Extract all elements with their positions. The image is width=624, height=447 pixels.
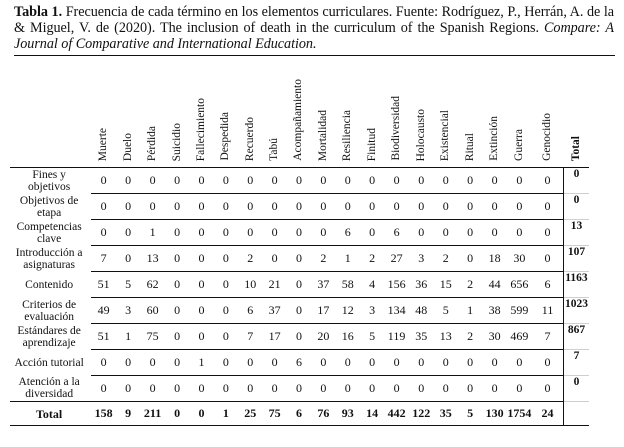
table-cell: 0	[532, 220, 564, 246]
table-row	[10, 376, 624, 402]
table-cell: 0	[434, 194, 458, 220]
table-cell: 0	[214, 298, 238, 324]
column-header-guerra	[507, 64, 532, 168]
table-cell: 0	[214, 350, 238, 376]
table-cell: 0	[165, 168, 189, 194]
table-cell: 0	[409, 194, 434, 220]
table-cell: 37	[262, 298, 286, 324]
table-cell: 0	[507, 350, 532, 376]
table-cell: 0	[336, 376, 360, 402]
table-cell: 60	[140, 298, 165, 324]
column-header-label: Pérdida	[146, 125, 159, 161]
row-label: Competencias clave	[16, 220, 82, 245]
table-cell: 0	[384, 168, 409, 194]
table-cell: 0	[262, 376, 286, 402]
table-cell: 0	[409, 350, 434, 376]
caption-label: Tabla 1.	[14, 4, 63, 20]
column-total: 442	[384, 402, 409, 426]
table-cell: 0	[165, 376, 189, 402]
column-header-label: Total	[569, 135, 582, 161]
table-cell: 2	[311, 246, 335, 272]
table-cell: 0	[336, 350, 360, 376]
table-cell: 156	[384, 272, 409, 298]
table-cell: 17	[311, 298, 335, 324]
table-cell: 0	[507, 194, 532, 220]
table-cell: 7	[91, 246, 116, 272]
table-cell: 0	[262, 194, 286, 220]
table-cell: 0	[214, 194, 238, 220]
table-cell: 0	[311, 376, 335, 402]
column-total: 75	[262, 402, 286, 426]
table-cell: 2	[238, 246, 262, 272]
table-row	[10, 298, 624, 324]
column-header-recuerdo	[238, 64, 262, 168]
column-header-mortalidad	[311, 64, 335, 168]
table-cell: 1	[116, 324, 140, 350]
table-cell: 0	[336, 168, 360, 194]
table-cell: 12	[336, 298, 360, 324]
table-cell: 0	[384, 376, 409, 402]
table-cell: 0	[287, 246, 311, 272]
table-cell: 0	[140, 350, 165, 376]
column-header-total	[564, 64, 589, 168]
table-row	[10, 272, 624, 298]
table-cell: 0	[311, 194, 335, 220]
table-cell: 4	[360, 272, 384, 298]
column-header-perdida	[140, 64, 165, 168]
table-cell: 0	[165, 220, 189, 246]
table-cell: 37	[311, 272, 335, 298]
corner-cell	[10, 64, 91, 168]
row-total: 1163	[564, 272, 589, 298]
table-cell: 0	[262, 350, 286, 376]
table-cell: 0	[262, 168, 286, 194]
table-cell: 469	[507, 324, 532, 350]
table-cell: 0	[287, 220, 311, 246]
table-cell: 0	[214, 246, 238, 272]
table-cell: 0	[214, 376, 238, 402]
column-total: 76	[311, 402, 335, 426]
table-cell: 1	[458, 298, 482, 324]
table-cell: 0	[507, 376, 532, 402]
table-cell: 0	[91, 220, 116, 246]
table-cell: 16	[336, 324, 360, 350]
table-cell: 0	[91, 350, 116, 376]
column-header-label: Mortalidad	[316, 109, 329, 161]
column-header-muerte	[91, 64, 116, 168]
column-header-label: Recuerdo	[243, 116, 256, 161]
table-cell: 0	[287, 272, 311, 298]
table-cell: 11	[532, 298, 564, 324]
table-cell: 13	[434, 324, 458, 350]
table-cell: 0	[140, 194, 165, 220]
table-row	[10, 168, 624, 194]
table-cell: 0	[91, 194, 116, 220]
table-cell: 0	[507, 168, 532, 194]
table-cell: 0	[116, 376, 140, 402]
row-total: 0	[564, 194, 589, 220]
column-total: 122	[409, 402, 434, 426]
table-cell: 0	[532, 376, 564, 402]
table-cell: 0	[238, 194, 262, 220]
table-cell: 0	[482, 350, 507, 376]
table-cell: 6	[532, 272, 564, 298]
column-total: 24	[532, 402, 564, 426]
table-cell: 20	[311, 324, 335, 350]
column-header-existencial	[434, 64, 458, 168]
table-cell: 0	[238, 350, 262, 376]
table-caption	[14, 4, 614, 53]
table-cell: 44	[482, 272, 507, 298]
column-header-label: Finitud	[365, 127, 378, 161]
table-cell: 0	[214, 168, 238, 194]
column-header-acompanamiento	[287, 64, 311, 168]
table-cell: 0	[360, 168, 384, 194]
table-cell: 0	[384, 194, 409, 220]
column-header-label: Resiliencia	[341, 109, 354, 161]
table-row	[10, 194, 624, 220]
table-cell: 0	[189, 298, 213, 324]
column-header-label: Duelo	[121, 132, 134, 161]
column-total: 93	[336, 402, 360, 426]
table-cell: 38	[482, 298, 507, 324]
table-cell: 49	[91, 298, 116, 324]
column-header-suicidio	[165, 64, 189, 168]
column-total: 5	[458, 402, 482, 426]
column-header-label: Guerra	[512, 129, 525, 161]
table-cell: 0	[360, 350, 384, 376]
row-total: 0	[564, 168, 589, 194]
table-cell: 0	[165, 272, 189, 298]
table-cell: 5	[360, 324, 384, 350]
table-cell: 21	[262, 272, 286, 298]
column-total: 1754	[507, 402, 532, 426]
caption-text: Frecuencia de cada término en los elementos curriculares. Fuente: Rodríguez, P., Herrán, A. de la & Miguel, V. de (2020). The inclusion of death in the curriculum of the Spanish Regions.	[14, 4, 615, 37]
table-cell: 0	[189, 376, 213, 402]
table-cell: 0	[360, 194, 384, 220]
row-label: Fines y objetivos	[28, 168, 71, 193]
table-cell: 35	[409, 324, 434, 350]
column-total: 130	[482, 402, 507, 426]
table-cell: 0	[91, 168, 116, 194]
column-header-tabu	[262, 64, 286, 168]
row-total: 7	[564, 350, 589, 376]
table-cell: 0	[262, 246, 286, 272]
column-header-label: Tabú	[268, 138, 281, 161]
table-cell: 51	[91, 272, 116, 298]
table-cell: 5	[434, 298, 458, 324]
column-total: 158	[91, 402, 116, 426]
table-cell: 0	[458, 194, 482, 220]
row-label: Atención a la diversidad	[18, 376, 80, 401]
frequency-table	[10, 64, 624, 426]
table-cell: 119	[384, 324, 409, 350]
table-cell: 18	[482, 246, 507, 272]
table-cell: 7	[532, 324, 564, 350]
table-cell: 1	[336, 246, 360, 272]
column-header-label: Existencial	[439, 109, 452, 161]
table-cell: 3	[409, 246, 434, 272]
column-header-ritual	[458, 64, 482, 168]
table-cell: 0	[140, 168, 165, 194]
table-cell: 51	[91, 324, 116, 350]
table-cell: 0	[287, 168, 311, 194]
table-cell: 0	[287, 324, 311, 350]
table-cell: 0	[434, 220, 458, 246]
table-cell: 0	[165, 194, 189, 220]
table-cell: 3	[116, 298, 140, 324]
table-cell: 0	[458, 168, 482, 194]
table-cell: 0	[91, 376, 116, 402]
column-header-extincion	[482, 64, 507, 168]
row-label: Introducción a asignaturas	[15, 246, 83, 271]
table-cell: 0	[189, 168, 213, 194]
table-cell: 0	[311, 168, 335, 194]
table-cell: 0	[458, 220, 482, 246]
table-cell: 0	[165, 246, 189, 272]
table-cell: 0	[482, 168, 507, 194]
table-cell: 0	[532, 350, 564, 376]
table-cell: 36	[409, 272, 434, 298]
column-header-label: Suicidio	[170, 122, 183, 161]
table-cell: 75	[140, 324, 165, 350]
column-header-label: Acompañamiento	[292, 79, 305, 161]
column-header-despedida	[214, 64, 238, 168]
column-header-duelo	[116, 64, 140, 168]
table-cell: 0	[287, 298, 311, 324]
table-cell: 0	[165, 350, 189, 376]
table-cell: 58	[336, 272, 360, 298]
table-cell: 15	[434, 272, 458, 298]
table-cell: 0	[311, 350, 335, 376]
table-cell: 134	[384, 298, 409, 324]
column-header-genocidio	[532, 64, 564, 168]
table-cell: 0	[214, 324, 238, 350]
row-label: Objetivos de etapa	[19, 194, 79, 219]
column-header-label: Extinción	[488, 116, 501, 161]
table-row	[10, 324, 624, 350]
column-total: 0	[189, 402, 213, 426]
row-total: 0	[564, 376, 589, 402]
table-cell: 0	[409, 220, 434, 246]
column-header-label: Genocidio	[541, 113, 554, 161]
row-total: 867	[564, 324, 589, 350]
column-header-label: Holocausto	[414, 108, 427, 161]
table-cell: 0	[214, 220, 238, 246]
table-cell: 13	[140, 246, 165, 272]
table-cell: 0	[458, 376, 482, 402]
column-total: 1	[214, 402, 238, 426]
column-total: 0	[165, 402, 189, 426]
table-row	[10, 246, 624, 272]
grand-total-cell	[564, 402, 589, 426]
column-total: 6	[287, 402, 311, 426]
table-cell: 0	[238, 220, 262, 246]
table-cell: 0	[360, 376, 384, 402]
table-row	[10, 350, 624, 376]
caption-journal: Compare: A Journal of Comparative and International Education.	[14, 20, 614, 53]
table-cell: 0	[287, 376, 311, 402]
table-cell: 17	[262, 324, 286, 350]
table-cell: 6	[238, 298, 262, 324]
table-cell: 30	[482, 324, 507, 350]
table-cell: 3	[360, 298, 384, 324]
table-cell: 2	[360, 246, 384, 272]
table-cell: 6	[287, 350, 311, 376]
column-header-fallecimiento	[189, 64, 213, 168]
table-cell: 0	[434, 350, 458, 376]
column-header-label: Ritual	[463, 132, 476, 161]
table-cell: 0	[116, 168, 140, 194]
table-cell: 656	[507, 272, 532, 298]
table-cell: 0	[287, 194, 311, 220]
table-cell: 0	[482, 376, 507, 402]
table-cell: 0	[214, 272, 238, 298]
table-cell: 27	[384, 246, 409, 272]
table-cell: 0	[409, 376, 434, 402]
table-cell: 30	[507, 246, 532, 272]
table-cell: 0	[116, 350, 140, 376]
table-cell: 0	[140, 376, 165, 402]
table-cell: 0	[189, 220, 213, 246]
table-cell: 0	[336, 194, 360, 220]
row-total: 107	[564, 246, 589, 272]
table-cell: 1	[140, 220, 165, 246]
table-cell: 5	[116, 272, 140, 298]
column-header-resiliencia	[336, 64, 360, 168]
table-cell: 0	[532, 194, 564, 220]
table-cell: 0	[434, 376, 458, 402]
table-cell: 2	[434, 246, 458, 272]
table-cell: 2	[458, 272, 482, 298]
column-header-label: Fallecimiento	[194, 97, 207, 161]
table-cell: 2	[458, 324, 482, 350]
table-cell: 0	[189, 194, 213, 220]
table-cell: 0	[458, 246, 482, 272]
totals-row-label: Total	[10, 402, 91, 426]
table-cell: 0	[458, 350, 482, 376]
table-cell: 0	[116, 194, 140, 220]
column-header-biodiversidad	[384, 64, 409, 168]
column-header-label: Despedida	[219, 112, 232, 161]
row-label: Criterios de evaluación	[22, 298, 77, 323]
table-cell: 0	[532, 168, 564, 194]
table-cell: 6	[336, 220, 360, 246]
table-cell: 62	[140, 272, 165, 298]
table-cell: 0	[189, 246, 213, 272]
column-total: 25	[238, 402, 262, 426]
table-cell: 0	[189, 324, 213, 350]
table-cell: 0	[532, 246, 564, 272]
table-cell: 0	[262, 220, 286, 246]
column-total: 9	[116, 402, 140, 426]
table-cell: 599	[507, 298, 532, 324]
table-cell: 0	[165, 298, 189, 324]
table-cell: 0	[482, 220, 507, 246]
row-label: Contenido	[25, 278, 74, 291]
row-total: 1023	[564, 298, 589, 324]
column-header-finitud	[360, 64, 384, 168]
table-cell: 7	[238, 324, 262, 350]
table-cell: 0	[409, 168, 434, 194]
totals-row	[10, 402, 624, 426]
header-row	[10, 64, 624, 168]
table-cell: 0	[238, 168, 262, 194]
table-cell: 0	[384, 350, 409, 376]
table-cell: 0	[311, 220, 335, 246]
table-row	[10, 220, 624, 246]
table-cell: 0	[360, 220, 384, 246]
table-cell: 0	[189, 272, 213, 298]
table-cell: 0	[165, 324, 189, 350]
row-label: Acción tutorial	[14, 356, 84, 369]
column-header-holocausto	[409, 64, 434, 168]
column-total: 14	[360, 402, 384, 426]
column-header-label: Biodiversidad	[390, 96, 403, 161]
column-total: 35	[434, 402, 458, 426]
table-cell: 0	[507, 220, 532, 246]
table-cell: 0	[116, 246, 140, 272]
table-cell: 0	[238, 376, 262, 402]
row-label: Estándares de aprendizaje	[17, 324, 81, 349]
table-cell: 0	[434, 168, 458, 194]
table-cell: 6	[384, 220, 409, 246]
caption-divider	[14, 55, 615, 56]
table-cell: 10	[238, 272, 262, 298]
table-cell: 48	[409, 298, 434, 324]
column-header-label: Muerte	[97, 127, 110, 161]
row-total: 13	[564, 220, 589, 246]
table-cell: 1	[189, 350, 213, 376]
column-total: 211	[140, 402, 165, 426]
table-cell: 0	[482, 194, 507, 220]
table-cell: 0	[116, 220, 140, 246]
